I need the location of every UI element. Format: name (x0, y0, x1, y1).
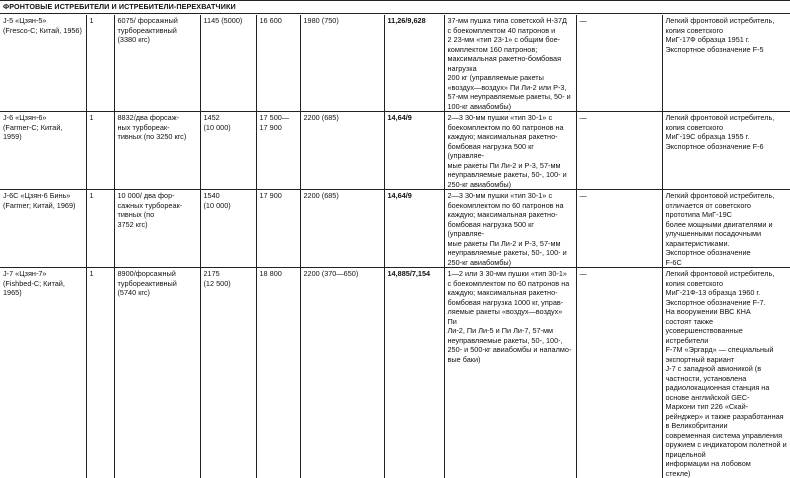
avionics-cell: — (576, 190, 662, 268)
mass-cell: 1540 (10 000) (200, 190, 256, 268)
range-cell: 2200 (685) (300, 190, 384, 268)
avionics-cell: — (576, 268, 662, 478)
armament-cell: 37-мм пушка типа советской Н-37Д с боекомплектом 40 патронов и 2 23-мм «тип 23-1» с общим бое- комплектом 160 патронов; максимальная ракетно-бомбовая нагрузка 200 кг (управляемые ракеты «воздух—воздух» Пи Ли-2 или Р-3, 57-мм неуправляемые ракеты, 50- и 100-кг авиабомбы) (444, 15, 576, 112)
crew-cell: 1 (86, 190, 114, 268)
crew-cell: 1 (86, 268, 114, 478)
notes-cell: Легкий фронтовой истребитель, отличается от советского прототипа МиГ-19С более мощными двигателями и улучшенными посадочными характеристиками. Экспортное обозначение F-6C (662, 190, 790, 268)
engine-cell: 8832/два форсаж- ных турбореак- тивных (по 3250 кгс) (114, 112, 200, 190)
range-cell: 2200 (370—650) (300, 268, 384, 478)
table-row (0, 15, 790, 112)
ceiling-cell: 16 600 (256, 15, 300, 112)
ceiling-cell: 17 500— 17 900 (256, 112, 300, 190)
armament-cell: 1—2 или 3 30-мм пушки «тип 30-1» с боекомплектом по 60 патронов на каждую; максимальная ракетно- бомбовая нагрузка 1000 кг, управ- ляемые ракеты «воздух—воздух» Пи Ли-2, Пи Ли-5 и Пи Ли-7, 57-мм неуправляемые ракеты, 50-, 100-, 250- и 500-кг авиабомбы и напалмо- вые баки) (444, 268, 576, 478)
avionics-cell: — (576, 112, 662, 190)
dimensions-cell: 14,64/9 (384, 190, 444, 268)
avionics-cell: — (576, 15, 662, 112)
dimensions-cell: 11,26/9,628 (384, 15, 444, 112)
aircraft-name-cell: J-6 «Цзян-6» (Farmer-C; Китай, 1959) (0, 112, 86, 190)
range-cell: 2200 (685) (300, 112, 384, 190)
engine-cell: 8900/форсажный турбореактивный (5740 кгс) (114, 268, 200, 478)
dimensions-cell: 14,885/7,154 (384, 268, 444, 478)
section-title: ФРОНТОВЫЕ ИСТРЕБИТЕЛИ И ИСТРЕБИТЕЛИ-ПЕРЕХВАТЧИКИ (0, 0, 790, 14)
aircraft-table (0, 15, 790, 478)
mass-cell: 1452 (10 000) (200, 112, 256, 190)
ceiling-cell: 17 900 (256, 190, 300, 268)
notes-cell: Легкий фронтовой истребитель, копия советского МиГ-21Ф-13 образца 1960 г. Экспортное обозначение F-7. На вооружении ВВС КНА состоят также усовершенствованные истребители F-7M «Эргард» — специальный экспортный вариант J-7 с западной авионикой (в частности, установлена радиолокационная станция на основе английской GEC- Маркони тип 226 «Скай- рейнджер» и также разработанная в Великобритании современная система управления оружием с индикатором полетной и прицельной информации на лобовом стекле) (662, 268, 790, 478)
notes-cell: Легкий фронтовой истребитель, копия советского МиГ-19С образца 1955 г. Экспортное обозначение F-6 (662, 112, 790, 190)
table-row (0, 190, 790, 268)
ceiling-cell: 18 800 (256, 268, 300, 478)
armament-cell: 2—3 30-мм пушки «тип 30-1» с боекомплектом по 60 патронов на каждую; максимальная ракетно- бомбовая нагрузка 500 кг (управляе- мые ракеты Пи Ли-2 и Р-3, 57-мм неуправляемые ракеты, 50-, 100- и 250-кг авиабомбы) (444, 112, 576, 190)
aircraft-name-cell: J-7 «Цзян-7» (Fishbed-C; Китай, 1965) (0, 268, 86, 478)
armament-cell: 2—3 30-мм пушки «тип 30-1» с боекомплектом по 60 патронов на каждую; максимальная ракетно- бомбовая нагрузка 500 кг (управляе- мые ракеты Пи Ли-2 и Р-3, 57-мм неуправляемые ракеты, 50-, 100- и 250-кг авиабомбы) (444, 190, 576, 268)
engine-cell: 10 000/ два фор- сажных турбореак- тивных (по 3752 кгс) (114, 190, 200, 268)
mass-cell: 1145 (5000) (200, 15, 256, 112)
range-cell: 1980 (750) (300, 15, 384, 112)
table-row (0, 268, 790, 478)
aircraft-name-cell: J-5 «Цзян-5» (Fresco-C; Китай, 1956) (0, 15, 86, 112)
crew-cell: 1 (86, 112, 114, 190)
crew-cell: 1 (86, 15, 114, 112)
mass-cell: 2175 (12 500) (200, 268, 256, 478)
dimensions-cell: 14,64/9 (384, 112, 444, 190)
table-row (0, 112, 790, 190)
aircraft-name-cell: J-6C «Цзян-6 Бинь» (Farmer; Китай, 1969) (0, 190, 86, 268)
notes-cell: Легкий фронтовой истребитель, копия советского МиГ-17Ф образца 1951 г. Экспортное обозначение F-5 (662, 15, 790, 112)
engine-cell: 6075/ форсажный турбореактивный (3380 кгс) (114, 15, 200, 112)
